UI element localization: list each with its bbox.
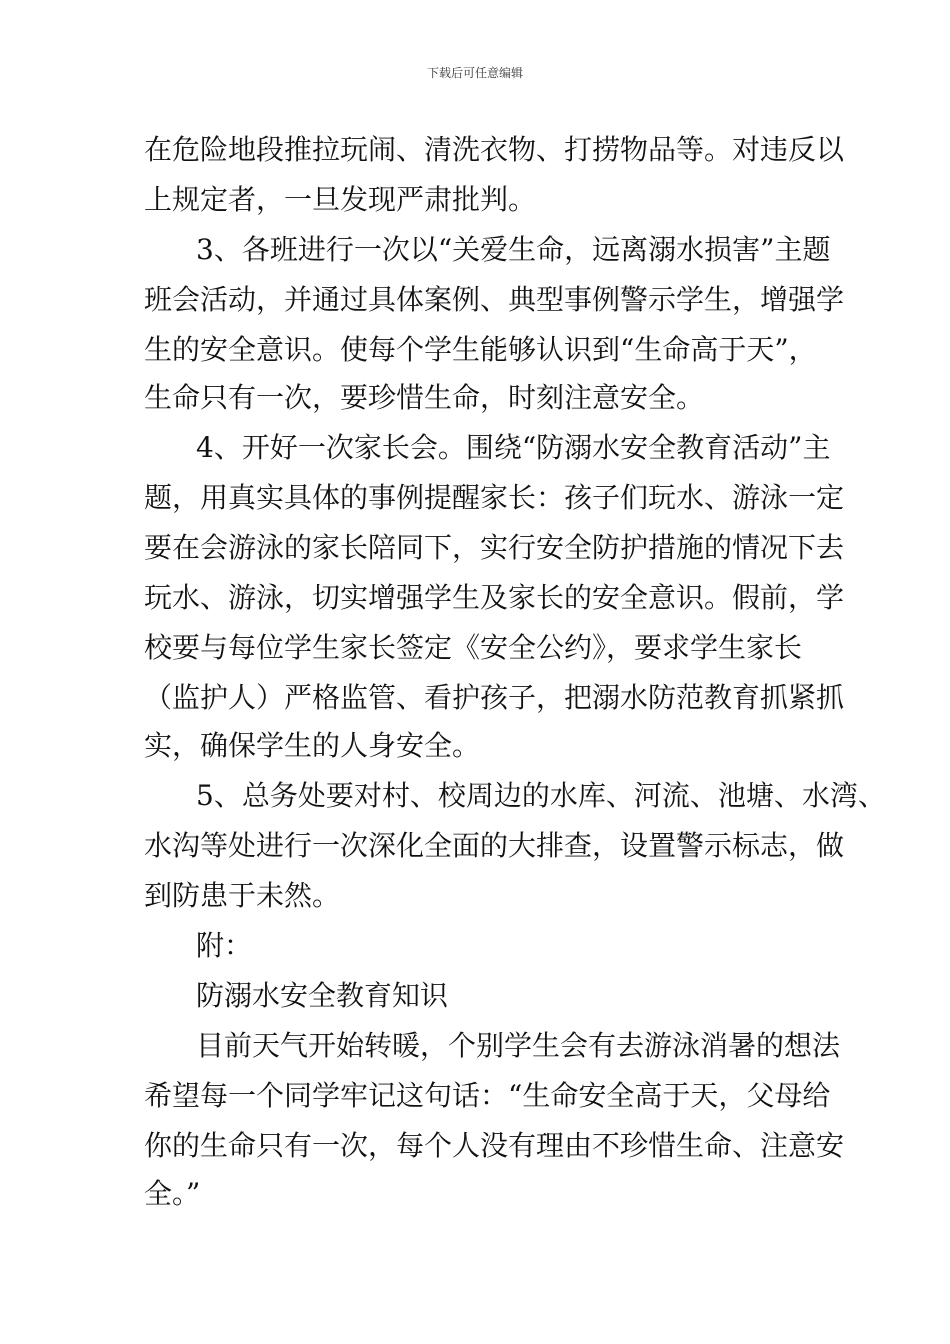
page-header: 下载后可任意编辑 [426,66,523,80]
text-line: 生命只有一次，要珍惜生命，时刻注意安全。 [144,381,705,414]
text-line: 上规定者，一旦发现严肃批判。 [144,183,537,216]
text-line: 题，用真实具体的事例提醒家长：孩子们玩水、游泳一定 [144,481,845,514]
text-line: 全。” [144,1177,201,1210]
text-line: 水沟等处进行一次深化全面的大排查，设置警示标志，做 [144,829,845,862]
text-line: 生的安全意识。使每个学生能够认识到“生命高于天”， [144,333,817,366]
text-line: 要在会游泳的家长陪同下，实行安全防护措施的情况下去 [144,531,845,564]
text-line: 3、各班进行一次以“关爱生命，远离溺水损害”主题 [196,233,831,266]
text-line: 希望每一个同学牢记这句话：“生命安全高于天，父母给 [144,1079,831,1112]
text-line: 目前天气开始转暖，个别学生会有去游泳消暑的想法 [196,1029,841,1062]
text-line: 玩水、游泳，切实增强学生及家长的安全意识。假前，学 [144,581,845,614]
text-line: 5、总务处要对村、校周边的水库、河流、池塘、水湾、 [196,779,886,812]
text-line: 校要与每位学生家长签定《安全公约》，要求学生家长 [144,631,803,664]
text-line: （监护人）严格监管、看护孩子，把溺水防范教育抓紧抓 [144,681,845,714]
text-line: 附： [196,929,253,962]
text-line: 班会活动，并通过具体案例、典型事例警示学生，增强学 [144,283,845,316]
text-line: 你的生命只有一次，每个人没有理由不珍惜生命、注意安 [144,1129,845,1162]
text-line: 4、开好一次家长会。围绕“防溺水安全教育活动”主 [196,431,831,464]
text-line: 实，确保学生的人身安全。 [144,729,481,762]
text-line: 在危险地段推拉玩闹、清洗衣物、打捞物品等。对违反以 [144,133,845,166]
text-line: 到防患于未然。 [144,879,341,912]
text-line: 防溺水安全教育知识 [196,979,449,1012]
